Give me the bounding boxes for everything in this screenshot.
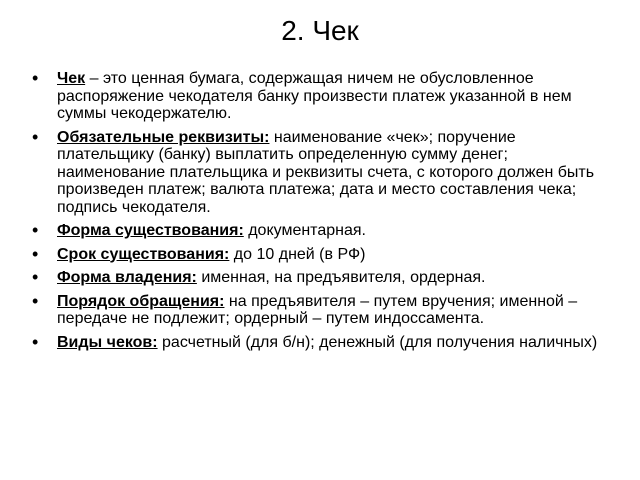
bullet-item-circulation-order (32, 293, 612, 328)
slide-title: 2. Чек (281, 15, 359, 46)
bullet-item-definition (32, 70, 612, 123)
term-description: документарная. (243, 222, 366, 239)
term-description: – это ценная бумага, содержащая ничем не обусловленное распоряжение чекодателя банку произвести платеж указанной в нем суммы чекодержателю. (57, 70, 572, 122)
term-label: Срок существования: (57, 245, 230, 263)
term-description: именная, на предъявителя, ордерная. (196, 269, 486, 286)
bullet-item-form-of-existence (32, 222, 612, 240)
bullet-item-form-of-ownership (32, 269, 612, 287)
bullet-item-term-of-existence (32, 246, 612, 264)
term-description: наименование «чек»; поручение плательщику (банку) выплатить определенную сумму денег; наименование плательщика и реквизиты счета, с которого должен быть произведен платеж; валюта платежа; дата и место составления чека; подпись чекодателя. (57, 128, 595, 216)
term-label: Обязательные реквизиты: (57, 128, 270, 146)
term-label: Форма существования: (57, 222, 244, 239)
term-label: Виды чеков: (57, 333, 158, 351)
term-label: Порядок обращения: (57, 292, 225, 310)
term-description: на предъявителя – путем вручения; именной – передаче не подлежит; ордерный – путем индоссамента. (57, 292, 578, 327)
bullet-item-cheque-types (32, 334, 612, 352)
bullet-list (32, 70, 612, 357)
term-description: расчетный (для б/н); денежный (для получения наличных) (157, 333, 598, 351)
bullet-item-requisites (32, 129, 612, 217)
term-label: Форма владения: (57, 269, 197, 286)
term-description: до 10 дней (в РФ) (229, 245, 366, 263)
term-label: Чек (57, 70, 86, 87)
